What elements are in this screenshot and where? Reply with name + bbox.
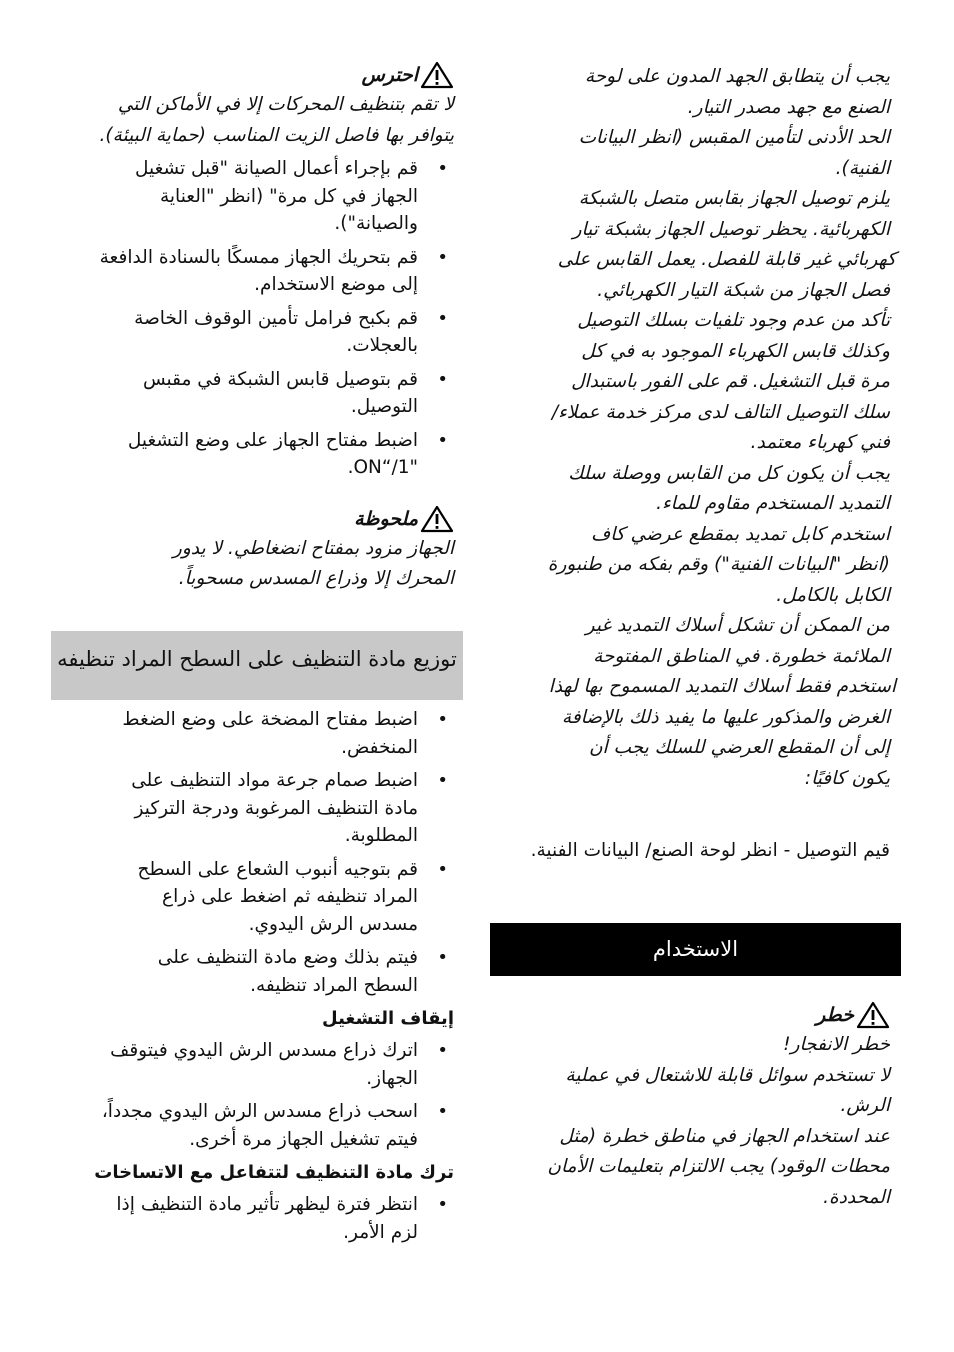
text-line: فني كهرباء معتمد. <box>750 432 890 453</box>
text-line: استخدم كابل تمديد بمقطع عرضي كاف <box>591 523 890 545</box>
text-line: يجب أن يكون كل من القابس ووصلة سلك <box>568 462 890 484</box>
text-line: عند استخدام الجهاز في مناطق خطرة (مثل <box>559 1125 890 1147</box>
note-title-label: ملحوظة <box>354 507 418 530</box>
text-line: سلك التوصيل التالف لدى مركز خدمة عملاء/ <box>551 401 890 423</box>
list-item <box>52 767 454 850</box>
text-line: لا تقم بتنظيف المحركات إلا في الأماكن التي <box>117 94 454 115</box>
list-item <box>52 305 454 360</box>
text-line: يجب أن يتطابق الجهد المدون على لوحة <box>584 66 890 87</box>
list-item <box>52 427 454 482</box>
text-line: محطات الوقود) يجب الالتزام بتعليمات الأمان <box>547 1156 890 1177</box>
text-line: استخدم فقط أسلاك التمديد المسموح بها لهذا <box>548 676 896 697</box>
list-item-text: • اضبط مفتاح المضخة على وضع الضغط المنخفض. <box>122 709 418 758</box>
list-item-text: • اسحب ذراع مسدس الرش اليدوي مجدداً، فيتم تشغيل الجهاز مرة أخرى. <box>101 1101 418 1150</box>
electrical-connection-text <box>486 62 896 794</box>
text-line: التمديد المستخدم مقاوم للماء. <box>656 493 890 514</box>
stop-steps-list <box>52 1037 454 1153</box>
start-steps-list <box>52 155 454 482</box>
text-line: وكذلك قابس الكهرباء الموجود به في كل <box>581 340 890 362</box>
text-line: الغرض والمذكور عليها ما يفيد ذلك بالإضافة <box>561 706 890 728</box>
text-line: فصل الجهاز من شبكة التيار الكهربائي. <box>597 279 890 301</box>
list-item-text: • قم بتوصيل قابس الشبكة في مقبس التوصيل. <box>142 368 418 417</box>
text-line: الصنع مع جهد مصدر التيار. <box>687 96 890 118</box>
danger-title <box>486 1000 890 1030</box>
list-item <box>52 1098 454 1153</box>
list-item-text: • اترك ذراع مسدس الرش اليدوي فيتوقف الجهاز. <box>110 1040 418 1089</box>
list-item-text: • انتظر فترة ليظهر تأثير مادة التنظيف إذا لزم الأمر. <box>116 1194 418 1243</box>
text-line: الحد الأدنى لتأمين المقبس (انظر البيانات <box>578 127 890 148</box>
text-line: الجهاز مزود بمفتاح انضغاطي. لا يدور <box>172 537 454 559</box>
section-heading-apply-detergent: توزيع مادة التنظيف على السطح المراد تنظيفه <box>51 631 463 700</box>
danger-title-label: خطر <box>816 1004 854 1026</box>
list-item-text: • قم بكبح فرامل تأمين الوقوف الخاصة بالعجلات. <box>134 307 418 356</box>
list-item <box>52 856 454 939</box>
list-item-text: • قم بتحريك الجهاز ممسكًا بالسنادة الدافعة إلى موضع الاستخدام. <box>99 246 418 295</box>
list-item-text: • قم بتوجيه أنبوب الشعاع على السطح المراد تنظيفه ثم اضغط على ذراع مسدس الرش اليدوي. <box>137 858 418 935</box>
list-item <box>52 706 454 761</box>
text-line: المحددة. <box>823 1186 890 1208</box>
text-line: الرش. <box>840 1095 890 1116</box>
warning-triangle-icon <box>420 61 454 89</box>
text-line: الفنية). <box>835 157 890 179</box>
list-item-text: • اضبط صمام جرعة مواد التنظيف على مادة التنظيف المرغوبة ودرجة التركيز المطلوبة. <box>131 770 418 846</box>
text-line: الكابل بالكامل. <box>776 584 890 606</box>
warning-triangle-icon <box>420 505 454 533</box>
right-column <box>486 62 896 866</box>
text-line: (انظر "البيانات الفنية") وقم بفكه من طنبورة <box>547 554 890 575</box>
text-line: تأكد من عدم وجود تلفيات بسلك التوصيل <box>577 310 890 331</box>
text-line: لا تستخدم سوائل قابلة للاشتعال في عملية <box>565 1064 890 1086</box>
text-line: من الممكن أن تشكل أسلاك التمديد غير <box>585 615 890 636</box>
text-line: خطر الانفجار! <box>783 1034 890 1055</box>
text-line: يتوافر بها فاصل الزيت المناسب (حماية البيئة). <box>99 124 454 146</box>
list-item <box>52 155 454 238</box>
list-item-text: • قم بإجراء أعمال الصيانة "قبل تشغيل الجهاز في كل مرة" (انظر "العناية والصيانة"). <box>134 158 418 234</box>
list-item <box>52 944 454 999</box>
left-column <box>52 60 454 595</box>
react-heading: ترك مادة التنظيف لتتفاعل مع الاتساخات <box>94 1162 454 1183</box>
text-line: الملائمة خطورة. في المناطق المفتوحة <box>593 645 890 667</box>
stop-heading: إيقاف التشغيل <box>322 1008 454 1029</box>
text-line: إلى أن المقطع العرضي للسلك يجب أن <box>588 737 890 758</box>
caution-title-label: احترس <box>361 64 418 86</box>
list-item-text: • فيتم بذلك وضع مادة التنظيف على السطح المراد تنظيفه. <box>157 947 418 996</box>
text-line: يلزم توصيل الجهاز بقابس متصل بالشبكة <box>578 188 890 209</box>
note-title <box>52 504 454 534</box>
apply-and-stop-block <box>52 706 454 1252</box>
list-item-text: • اضبط مفتاح الجهاز على وضع التشغيل "ON“/1. <box>127 429 418 478</box>
list-item <box>52 366 454 421</box>
connection-values-text: قيم التوصيل - انظر لوحة الصنع/ البيانات الفنية. <box>530 840 890 861</box>
danger-block <box>486 1000 890 1213</box>
list-item <box>52 1037 454 1092</box>
react-steps-list <box>52 1191 454 1246</box>
apply-steps-list <box>52 706 454 999</box>
text-line: كهربائي غير قابلة للفصل. يعمل القابس على <box>557 249 896 270</box>
text-line: المحرك إلا وذراع المسدس مسحوباً. <box>178 568 454 589</box>
list-item <box>52 244 454 299</box>
text-line: الكهربائية. يحظر توصيل الجهاز بشبكة تيار <box>572 218 890 240</box>
warning-triangle-icon <box>856 1001 890 1029</box>
text-line: يكون كافيًا: <box>804 767 890 789</box>
section-heading-usage: الاستخدام <box>490 923 901 976</box>
caution-title <box>52 60 454 90</box>
text-line: مرة قبل التشغيل. قم على الفور باستبدال <box>571 371 890 392</box>
list-item <box>52 1191 454 1246</box>
